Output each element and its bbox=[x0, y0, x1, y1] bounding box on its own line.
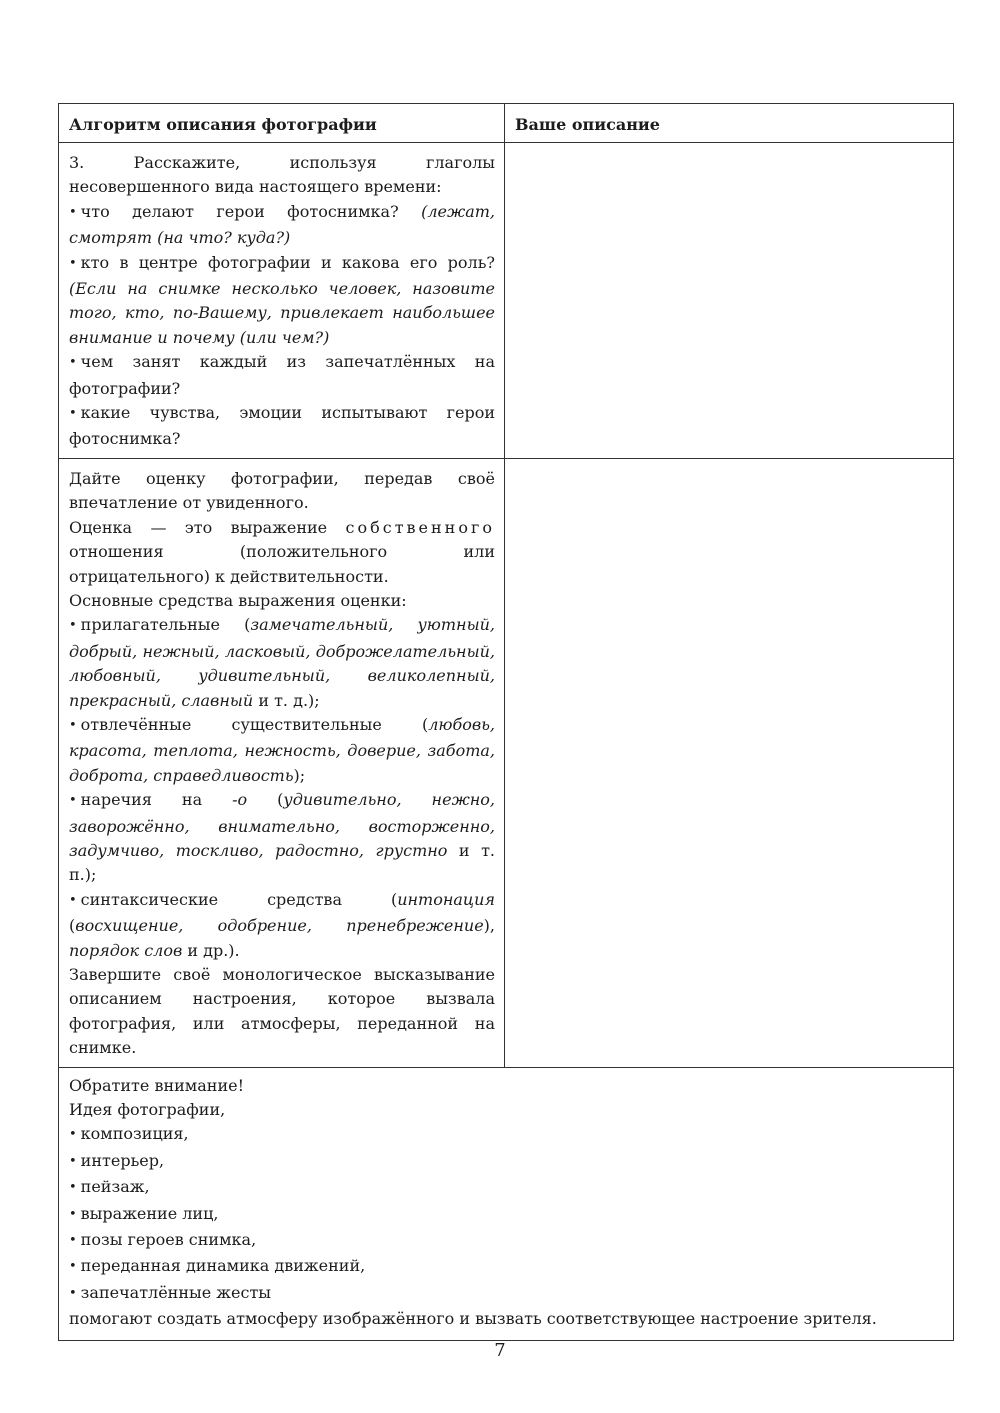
header-algorithm: Алгоритм описания фотографии bbox=[59, 104, 505, 142]
evaluation-means-title: Основные средства выражения оценки: bbox=[69, 590, 407, 610]
step3-bullet-4: • какие чувства, эмоции испытывают герои фотоснимка? bbox=[69, 401, 495, 452]
note-item: • переданная динамика движений, bbox=[69, 1254, 943, 1280]
step3-instructions bbox=[59, 143, 505, 458]
table-row-note bbox=[59, 1067, 953, 1340]
attention-heading: Обратите внимание! bbox=[69, 1075, 244, 1095]
bullet-icon bbox=[69, 715, 81, 734]
header-your-description: Ваше описание bbox=[515, 115, 660, 134]
step3-intro: 3. Расскажите, используя глаголы несовершенного вида настоящего времени: bbox=[69, 153, 495, 197]
evaluation-intro: Дайте оценку фотографии, передав своё впечатление от увиденного. bbox=[69, 468, 495, 513]
evaluation-bullet-adverbs: • наречия на -о (удивительно, нежно, заворожённо, внимательно, восторженно, задумчиво, тоскливо, радостно, грустно и т. п.); bbox=[69, 788, 495, 888]
bullet-icon bbox=[69, 1256, 81, 1275]
bullet-icon bbox=[69, 615, 81, 634]
note-item: • интерьер, bbox=[69, 1149, 943, 1175]
bullet-icon bbox=[69, 790, 81, 809]
evaluation-answer-cell[interactable] bbox=[505, 459, 953, 1067]
evaluation-definition: Оценка — это выражение собственного отношения (положительного или отрицательного) к действительности. bbox=[69, 517, 495, 586]
photo-idea-line: Идея фотографии, bbox=[69, 1100, 226, 1120]
note-conclusion: помогают создать атмосферу изображённого и вызвать соответствующее настроение зрителя. bbox=[69, 1309, 877, 1329]
bullet-icon bbox=[69, 1283, 81, 1302]
evaluation-bullet-adjectives: • прилагательные (замечательный, уютный, добрый, нежный, ласковый, доброжелательный, любовный, удивительный, великолепный, прекрасный, славный и т. д.); bbox=[69, 613, 495, 713]
attention-note bbox=[59, 1068, 953, 1340]
bullet-icon bbox=[69, 1230, 81, 1249]
bullet-icon bbox=[69, 403, 81, 422]
bullet-icon bbox=[69, 352, 81, 371]
note-item: • композиция, bbox=[69, 1122, 943, 1148]
evaluation-conclusion: Завершите своё монологическое высказывание описанием настроения, которое вызвала фотография, или атмосферы, переданной на снимке. bbox=[69, 965, 495, 1058]
table-row-step3 bbox=[59, 142, 953, 458]
bullet-icon bbox=[69, 202, 81, 221]
table-row-evaluation bbox=[59, 458, 953, 1067]
bullet-icon bbox=[69, 1177, 81, 1196]
bullet-icon bbox=[69, 253, 81, 272]
step3-bullet-2: • кто в центре фотографии и какова его роль? (Если на снимке несколько человек, назовите того, кто, по-Вашему, привлекает наибольшее внимание и почему (или чем?) bbox=[69, 251, 495, 351]
note-item: • выражение лиц, bbox=[69, 1202, 943, 1228]
bullet-icon bbox=[69, 1151, 81, 1170]
step3-answer-cell[interactable] bbox=[505, 143, 953, 458]
note-item: • позы героев снимка, bbox=[69, 1228, 943, 1254]
evaluation-instructions bbox=[59, 459, 505, 1067]
bullet-icon bbox=[69, 890, 81, 909]
step3-bullet-3: • чем занят каждый из запечатлённых на фотографии? bbox=[69, 350, 495, 401]
description-algorithm-table bbox=[58, 103, 954, 1341]
note-item: • запечатлённые жесты bbox=[69, 1281, 943, 1307]
bullet-icon bbox=[69, 1204, 81, 1223]
step3-bullet-1: • что делают герои фотоснимка? (лежат, смотрят (на что? куда?) bbox=[69, 200, 495, 251]
note-item: • пейзаж, bbox=[69, 1175, 943, 1201]
page-number: 7 bbox=[494, 1340, 506, 1361]
evaluation-bullet-syntax: • синтаксические средства (интонация (восхищение, одобрение, пренебрежение), порядок слов и др.). bbox=[69, 888, 495, 963]
bullet-icon bbox=[69, 1124, 81, 1143]
evaluation-bullet-nouns: • отвлечённые существительные (любовь, красота, теплота, нежность, доверие, забота, доброта, справедливость); bbox=[69, 713, 495, 788]
table-header-row bbox=[59, 104, 953, 142]
